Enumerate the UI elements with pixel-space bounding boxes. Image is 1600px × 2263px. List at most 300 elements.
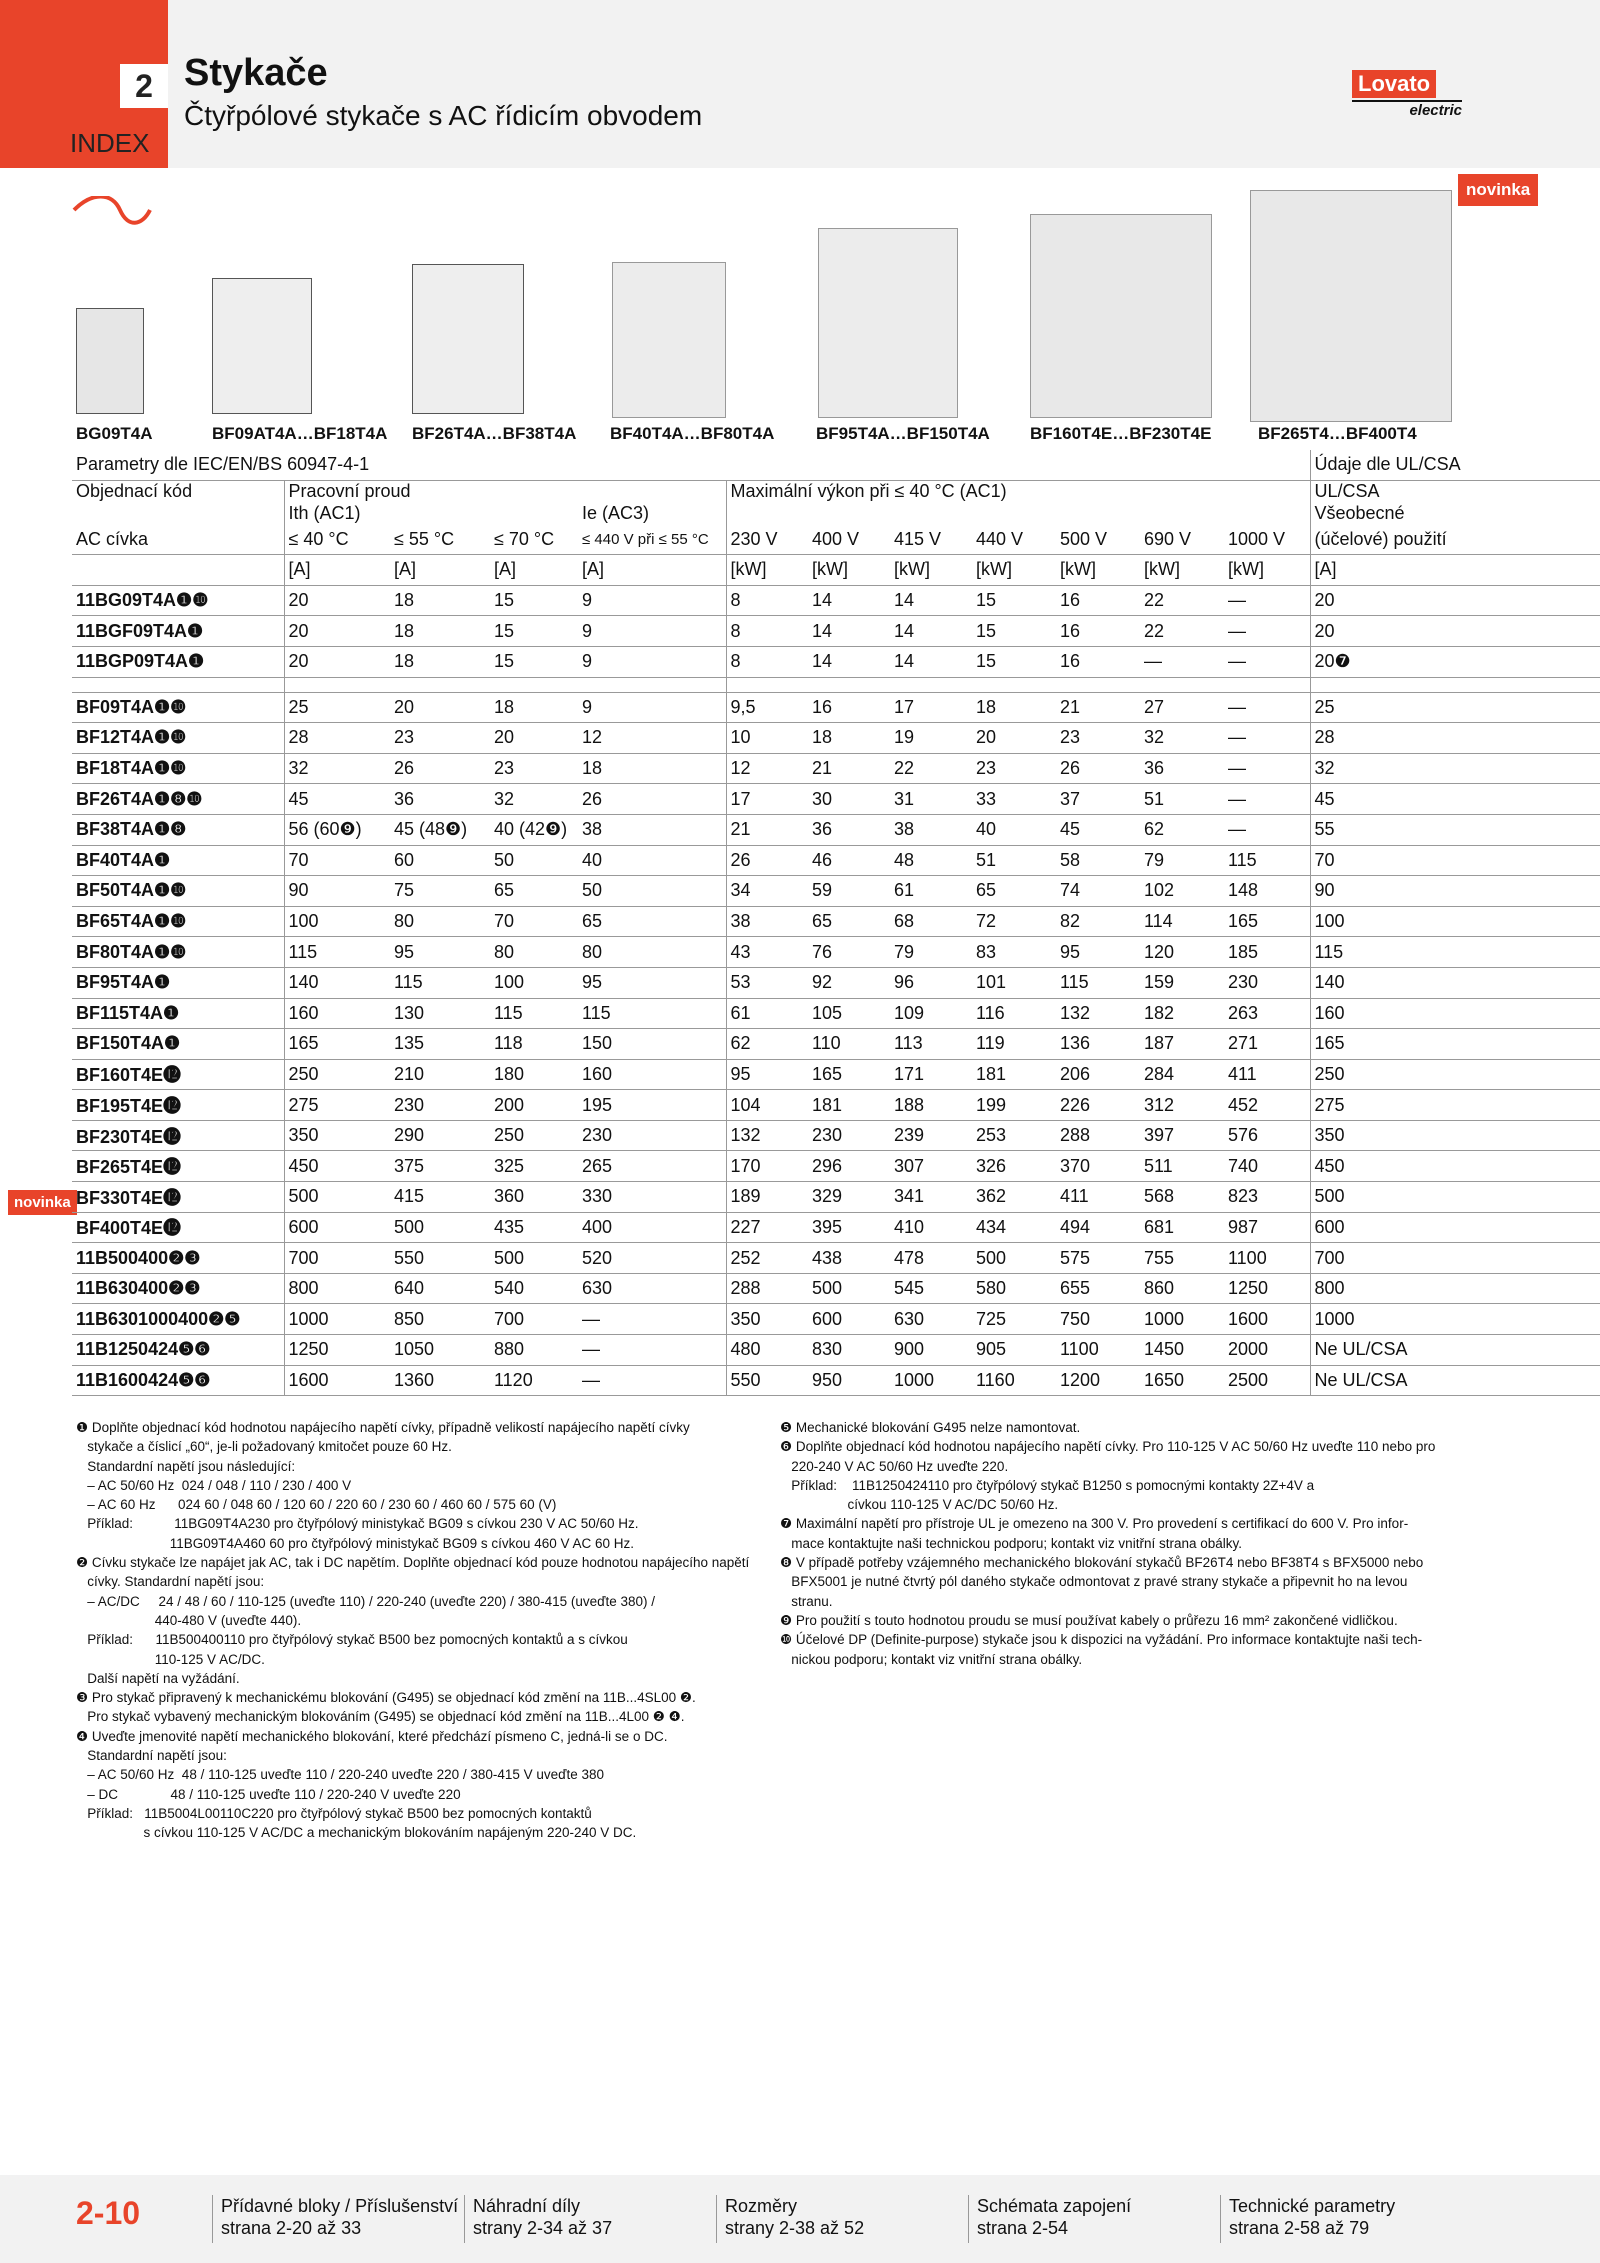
coil-header: AC cívka: [72, 525, 284, 555]
table-cell: 109: [890, 998, 972, 1029]
table-row: [72, 1120, 1600, 1151]
table-cell: 1450: [1140, 1335, 1224, 1366]
table-cell: 130: [390, 998, 490, 1029]
table-cell: 15: [972, 616, 1056, 647]
table-cell: 120: [1140, 937, 1224, 968]
order-code: 11B500400❷❸: [72, 1243, 284, 1274]
table-cell: 20: [284, 585, 390, 616]
table-cell: Ne UL/CSA: [1310, 1365, 1600, 1396]
current-header: Pracovní proud: [284, 480, 726, 503]
table-cell: 397: [1140, 1120, 1224, 1151]
order-code: BF18T4A❶❿: [72, 753, 284, 784]
nav-page[interactable]: strany 2-34 až 37: [473, 2218, 613, 2238]
table-cell: 171: [890, 1059, 972, 1090]
order-code: 11B630400❷❸: [72, 1273, 284, 1304]
table-cell: 500: [284, 1182, 390, 1213]
table-cell: 119: [972, 1029, 1056, 1060]
unit-cell: [kW]: [1140, 555, 1224, 586]
table-row: [72, 1365, 1600, 1396]
nav-spare-parts[interactable]: [464, 2195, 612, 2243]
table-cell: 76: [808, 937, 890, 968]
table-cell: 700: [1310, 1243, 1600, 1274]
table-cell: 17: [726, 784, 808, 815]
table-cell: 46: [808, 845, 890, 876]
table-cell: 326: [972, 1151, 1056, 1182]
ith-header: Ith (AC1): [284, 503, 578, 525]
table-cell: 180: [490, 1059, 578, 1090]
table-cell: 20: [490, 723, 578, 754]
order-code: BF40T4A❶: [72, 845, 284, 876]
order-code: BF150T4A❶: [72, 1029, 284, 1060]
order-code: BF115T4A❶: [72, 998, 284, 1029]
table-cell: —: [1224, 784, 1310, 815]
table-cell: 250: [490, 1120, 578, 1151]
table-cell: 32: [284, 753, 390, 784]
ie-header: Ie (AC3): [582, 503, 650, 524]
table-cell: 45: [284, 784, 390, 815]
table-cell: 40: [578, 845, 726, 876]
table-cell: 9,5: [726, 692, 808, 723]
order-code: BF400T4E⓬: [72, 1212, 284, 1243]
table-cell: 56 (60❾): [284, 814, 390, 845]
table-cell: 550: [726, 1365, 808, 1396]
table-cell: 38: [726, 906, 808, 937]
table-cell: 350: [284, 1120, 390, 1151]
nav-dimensions[interactable]: [716, 2195, 864, 2243]
table-cell: 500: [390, 1212, 490, 1243]
power-header: Maximální výkon při ≤ 40 °C (AC1): [726, 480, 1310, 503]
ul-header: Údaje dle UL/CSA: [1310, 450, 1600, 480]
table-row: [72, 876, 1600, 907]
table-cell: —: [1224, 753, 1310, 784]
nav-title[interactable]: Rozměry: [725, 2196, 798, 2216]
index-link[interactable]: INDEX: [70, 128, 150, 158]
ie-condition: ≤ 440 V při ≤ 55 °C: [578, 525, 726, 555]
order-code: 11B1600424❺❻: [72, 1365, 284, 1396]
table-cell: 23: [390, 723, 490, 754]
footnotes-left: ❶ Doplňte objednací kód hodnotou napájecího napětí cívky, případně velikostí napájecího napětí cívky stykače a číslicí „60“, je-li požadovaný kmitočet pouze 60 Hz. Standardní napětí jsou následující: – AC 50/60 Hz 024 / 048 / 110 / 230 / 400 V – AC 60 Hz 024 60 / 048 60 / 120 60 / 220 60 / 230 60 / 460 60 / 575 60 (V) Příklad: 11BG09T4A230 pro čtyřpólový ministykač BG09 s cívkou 230 V AC 50/60 Hz. 11BG09T4A460 60 pro čtyřpólový ministykač BG09 s cívkou 460 V AC 60 Hz. ❷ Cívku stykače lze napájet jak AC, tak i DC napětím. Doplňte objednací kód pouze hodnotou napájecího napětí cívky. Standardní napětí jsou: – AC/DC 24 / 48 / 60 / 110-125 (uveďte 110) / 220-240 (uveďte 220) / 380-415 (uveďte 380) / 440-480 V (uveďte 440). Příklad: 11B500400110 pro čtyřpólový stykač B500 bez pomocných kontaktů a s cívkou 110-125 V AC/DC. Další napětí na vyžádání. ❸ Pro stykač připravený k mechanickému blokování (G495) se objednací kód změní na 11B...4SL00 ❷. Pro stykač vybavený mechanickým blokováním (G495) se objednací kód změní na 11B...4L00 ❷ ❹. ❹ Uveďte jmenovité napětí mechanického blokování, které předchází písmeno C, jedná-li se o DC. Standardní napětí jsou: – AC 50/60 Hz 48 / 110-125 uveďte 110 / 220-240 uveďte 220 / 380-415 V uveďte 380 – DC 48 / 110-125 uveďte 110 / 220-240 V uveďte 220 Příklad: 11B5004L00110C220 pro čtyřpólový stykač B500 bez pomocných kontaktů s cívkou 110-125 V AC/DC a mechanickým blokováním napájeným 220-240 V DC.: [76, 1420, 750, 1841]
table-cell: 96: [890, 967, 972, 998]
table-cell: 15: [972, 585, 1056, 616]
table-cell: 400: [578, 1212, 726, 1243]
table-cell: 16: [1056, 616, 1140, 647]
table-cell: 1050: [390, 1335, 490, 1366]
table-cell: 165: [284, 1029, 390, 1060]
table-cell: 450: [284, 1151, 390, 1182]
table-cell: 140: [1310, 967, 1600, 998]
table-cell: 70: [1310, 845, 1600, 876]
table-cell: 230: [1224, 967, 1310, 998]
table-cell: 50: [578, 876, 726, 907]
table-cell: 860: [1140, 1273, 1224, 1304]
table-row: [72, 1212, 1600, 1243]
table-cell: —: [1224, 814, 1310, 845]
table-cell: 160: [578, 1059, 726, 1090]
table-cell: 511: [1140, 1151, 1224, 1182]
order-code: BF50T4A❶❿: [72, 876, 284, 907]
table-cell: 31: [890, 784, 972, 815]
nav-page[interactable]: strany 2-38 až 52: [725, 2218, 865, 2238]
table-cell: 288: [726, 1273, 808, 1304]
table-cell: 655: [1056, 1273, 1140, 1304]
table-cell: 82: [1056, 906, 1140, 937]
table-cell: —: [578, 1335, 726, 1366]
table-cell: —: [1224, 585, 1310, 616]
table-cell: 74: [1056, 876, 1140, 907]
table-cell: 165: [1310, 1029, 1600, 1060]
table-cell: 1000: [890, 1365, 972, 1396]
table-cell: 26: [726, 845, 808, 876]
table-cell: 750: [1056, 1304, 1140, 1335]
nav-accessories[interactable]: [212, 2195, 458, 2243]
table-cell: 95: [1056, 937, 1140, 968]
table-cell: 38: [890, 814, 972, 845]
order-code: 11B1250424❺❻: [72, 1335, 284, 1366]
table-cell: 253: [972, 1120, 1056, 1151]
table-cell: 18: [490, 692, 578, 723]
table-cell: 159: [1140, 967, 1224, 998]
new-row-badge: novinka: [8, 1190, 77, 1215]
lovato-logo: [1352, 70, 1462, 119]
table-cell: 725: [972, 1304, 1056, 1335]
table-cell: 600: [808, 1304, 890, 1335]
table-cell: 34: [726, 876, 808, 907]
table-cell: 20: [284, 616, 390, 647]
volt-header: 415 V: [890, 525, 972, 555]
table-cell: 329: [808, 1182, 890, 1213]
group-gap: [72, 677, 1600, 692]
table-cell: 40 (42❾): [490, 814, 578, 845]
table-cell: 275: [1310, 1090, 1600, 1121]
table-cell: 640: [390, 1273, 490, 1304]
table-cell: 92: [808, 967, 890, 998]
table-cell: 181: [808, 1090, 890, 1121]
order-code: BF160T4E⓬: [72, 1059, 284, 1090]
table-cell: 23: [972, 753, 1056, 784]
table-cell: 43: [726, 937, 808, 968]
volt-header: 500 V: [1056, 525, 1140, 555]
unit-cell: [kW]: [1056, 555, 1140, 586]
table-cell: 375: [390, 1151, 490, 1182]
table-cell: 79: [890, 937, 972, 968]
table-cell: 70: [284, 845, 390, 876]
unit-cell: [A]: [578, 555, 726, 586]
table-cell: 189: [726, 1182, 808, 1213]
new-badge: novinka: [1458, 174, 1538, 206]
order-header: Objednací kód: [76, 481, 193, 502]
table-cell: 132: [1056, 998, 1140, 1029]
order-code: BF195T4E⓬: [72, 1090, 284, 1121]
table-row: [72, 692, 1600, 723]
nav-page[interactable]: strana 2-20 až 33: [221, 2218, 362, 2238]
table-cell: —: [1224, 646, 1310, 677]
table-cell: 22: [1140, 616, 1224, 647]
table-cell: 33: [972, 784, 1056, 815]
nav-title[interactable]: Schémata zapojení: [977, 2196, 1132, 2216]
table-cell: 40: [972, 814, 1056, 845]
table-cell: 350: [726, 1304, 808, 1335]
table-cell: 80: [490, 937, 578, 968]
table-cell: 20: [1310, 585, 1600, 616]
table-cell: 452: [1224, 1090, 1310, 1121]
table-cell: 68: [890, 906, 972, 937]
unit-cell: [A]: [490, 555, 578, 586]
table-cell: 32: [490, 784, 578, 815]
table-cell: 70: [490, 906, 578, 937]
volt-header: 400 V: [808, 525, 890, 555]
contactor-table: [72, 450, 1600, 1396]
product-image-bf160: [1030, 214, 1212, 418]
table-cell: 8: [726, 646, 808, 677]
product-image-bf265: [1250, 190, 1452, 422]
table-cell: 160: [1310, 998, 1600, 1029]
table-cell: 740: [1224, 1151, 1310, 1182]
table-cell: 18: [390, 585, 490, 616]
table-cell: 630: [578, 1273, 726, 1304]
table-cell: 230: [390, 1090, 490, 1121]
table-row: [72, 753, 1600, 784]
table-cell: —: [1224, 723, 1310, 754]
table-cell: 90: [1310, 876, 1600, 907]
table-row: [72, 784, 1600, 815]
table-cell: 8: [726, 585, 808, 616]
table-cell: 520: [578, 1243, 726, 1274]
table-cell: 500: [490, 1243, 578, 1274]
table-cell: 115: [1056, 967, 1140, 998]
table-cell: 199: [972, 1090, 1056, 1121]
table-cell: 12: [726, 753, 808, 784]
table-cell: 755: [1140, 1243, 1224, 1274]
order-code: BF330T4E⓬: [72, 1182, 284, 1213]
volt-header: 1000 V: [1224, 525, 1310, 555]
table-cell: 51: [1140, 784, 1224, 815]
table-cell: 101: [972, 967, 1056, 998]
unit-cell: [kW]: [726, 555, 808, 586]
table-cell: 20: [390, 692, 490, 723]
table-row: [72, 845, 1600, 876]
table-cell: 1250: [284, 1335, 390, 1366]
table-cell: 165: [1224, 906, 1310, 937]
table-cell: 15: [972, 646, 1056, 677]
table-cell: 700: [284, 1243, 390, 1274]
table-cell: 115: [284, 937, 390, 968]
table-cell: 105: [808, 998, 890, 1029]
table-cell: 1100: [1056, 1335, 1140, 1366]
unit-cell: [kW]: [1224, 555, 1310, 586]
table-cell: 545: [890, 1273, 972, 1304]
table-cell: 1100: [1224, 1243, 1310, 1274]
table-cell: 30: [808, 784, 890, 815]
unit-cell: [kW]: [972, 555, 1056, 586]
table-cell: 900: [890, 1335, 972, 1366]
temp-header: ≤ 40 °C: [284, 525, 390, 555]
table-cell: 28: [1310, 723, 1600, 754]
table-cell: —: [1140, 646, 1224, 677]
table-cell: 118: [490, 1029, 578, 1060]
table-cell: 411: [1056, 1182, 1140, 1213]
table-cell: 9: [578, 646, 726, 677]
general-header-1: Všeobecné: [1310, 503, 1600, 525]
product-label: BF26T4A…BF38T4A: [412, 424, 577, 443]
table-cell: 250: [1310, 1059, 1600, 1090]
table-cell: 110: [808, 1029, 890, 1060]
table-cell: 1200: [1056, 1365, 1140, 1396]
table-row: [72, 1304, 1600, 1335]
order-code: BF38T4A❶❽: [72, 814, 284, 845]
order-code: BF12T4A❶❿: [72, 723, 284, 754]
table-cell: 1650: [1140, 1365, 1224, 1396]
product-label: BF95T4A…BF150T4A: [816, 424, 990, 443]
table-cell: 27: [1140, 692, 1224, 723]
order-code: BF26T4A❶❽❿: [72, 784, 284, 815]
nav-page[interactable]: strana 2-54: [977, 2218, 1069, 2238]
table-cell: 83: [972, 937, 1056, 968]
nav-technical[interactable]: [1220, 2195, 1395, 2243]
table-cell: 115: [1224, 845, 1310, 876]
table-cell: 330: [578, 1182, 726, 1213]
table-cell: 987: [1224, 1212, 1310, 1243]
order-code: 11B6301000400❷❺: [72, 1304, 284, 1335]
table-cell: 434: [972, 1212, 1056, 1243]
table-cell: 230: [578, 1120, 726, 1151]
table-cell: 350: [1310, 1120, 1600, 1151]
table-cell: 140: [284, 967, 390, 998]
table-cell: 17: [890, 692, 972, 723]
table-row: [72, 1029, 1600, 1060]
table-cell: 9: [578, 616, 726, 647]
table-cell: 227: [726, 1212, 808, 1243]
table-cell: 104: [726, 1090, 808, 1121]
product-image-bf95: [818, 228, 958, 418]
table-cell: Ne UL/CSA: [1310, 1335, 1600, 1366]
table-row: [72, 616, 1600, 647]
table-cell: 438: [808, 1243, 890, 1274]
table-cell: 9: [578, 692, 726, 723]
nav-wiring[interactable]: [968, 2195, 1131, 2243]
general-header-2: (účelové) použití: [1310, 525, 1600, 555]
table-cell: 37: [1056, 784, 1140, 815]
table-cell: 62: [1140, 814, 1224, 845]
table-cell: 1000: [284, 1304, 390, 1335]
table-cell: 45: [1310, 784, 1600, 815]
table-cell: 61: [890, 876, 972, 907]
table-cell: 1160: [972, 1365, 1056, 1396]
table-cell: 450: [1310, 1151, 1600, 1182]
table-cell: 132: [726, 1120, 808, 1151]
table-cell: 45 (48❾): [390, 814, 490, 845]
table-cell: 360: [490, 1182, 578, 1213]
table-cell: 80: [578, 937, 726, 968]
volt-header: 230 V: [726, 525, 808, 555]
table-cell: 100: [284, 906, 390, 937]
table-row: [72, 1335, 1600, 1366]
table-cell: 1600: [1224, 1304, 1310, 1335]
wave-icon: [72, 196, 152, 226]
table-cell: 22: [1140, 585, 1224, 616]
table-cell: 18: [578, 753, 726, 784]
table-cell: 239: [890, 1120, 972, 1151]
temp-header: ≤ 55 °C: [390, 525, 490, 555]
logo-sub: electric: [1352, 100, 1462, 119]
table-cell: 576: [1224, 1120, 1310, 1151]
table-cell: 905: [972, 1335, 1056, 1366]
table-cell: 568: [1140, 1182, 1224, 1213]
table-cell: 880: [490, 1335, 578, 1366]
order-code: BF80T4A❶❿: [72, 937, 284, 968]
table-cell: 415: [390, 1182, 490, 1213]
table-cell: 80: [390, 906, 490, 937]
volt-header: 440 V: [972, 525, 1056, 555]
table-cell: 20❼: [1310, 646, 1600, 677]
table-cell: 288: [1056, 1120, 1140, 1151]
table-cell: 8: [726, 616, 808, 647]
nav-page[interactable]: strana 2-58 až 79: [1229, 2218, 1370, 2238]
table-cell: 16: [1056, 585, 1140, 616]
table-row: [72, 1243, 1600, 1274]
order-code: 11BGP09T4A❶: [72, 646, 284, 677]
table-cell: 14: [808, 616, 890, 647]
table-cell: 185: [1224, 937, 1310, 968]
table-cell: 25: [284, 692, 390, 723]
footnotes-right: ❺ Mechanické blokování G495 nelze namontovat. ❻ Doplňte objednací kód hodnotou napájecího napětí cívky. Pro 110-125 V AC 50/60 Hz uveďte 110 nebo pro 220-240 V AC 50/60 Hz uveďte 220. Příklad: 11B1250424110 pro čtyřpólový stykač B1250 s pomocnými kontakty 2Z+4V a cívkou 110-125 V AC/DC 50/60 Hz. ❼ Maximální napětí pro přístroje UL je omezeno na 300 V. Pro provedení s certifikací do 600 V. Pro infor- mace kontaktujte naši technickou podporu; kontakt viz vnitřní strana obálky. ❽ V případě potřeby vzájemného mechanického blokování stykačů BF26T4 nebo BF38T4 s BFX5000 nebo BFX5001 je nutné čtvrtý pól daného stykače odmontovat z pravé strany stykače a připevnit ho na levou stranu. ❾ Pro použití s touto hodnotou proudu se musí používat kabely o průřezu 16 mm² zakončené vidličkou. ❿ Účelové DP (Definite-purpose) stykače jsou k dispozici na vyžádání. Pro informace kontaktujte naši tech- nickou podporu; kontakt viz vnitřní strana obálky.: [780, 1420, 1436, 1667]
table-row: [72, 723, 1600, 754]
table-cell: 230: [808, 1120, 890, 1151]
table-cell: 181: [972, 1059, 1056, 1090]
table-cell: 580: [972, 1273, 1056, 1304]
nav-title[interactable]: Přídavné bloky / Příslušenství: [221, 2196, 459, 2216]
table-cell: 341: [890, 1182, 972, 1213]
table-row: [72, 1151, 1600, 1182]
table-cell: 1000: [1140, 1304, 1224, 1335]
nav-title[interactable]: Náhradní díly: [473, 2196, 581, 2216]
table-cell: 1120: [490, 1365, 578, 1396]
table-cell: 26: [390, 753, 490, 784]
table-cell: 2500: [1224, 1365, 1310, 1396]
table-cell: 36: [390, 784, 490, 815]
table-cell: 58: [1056, 845, 1140, 876]
table-cell: 10: [726, 723, 808, 754]
page-number: 2-10: [76, 2195, 141, 2231]
order-code: BF65T4A❶❿: [72, 906, 284, 937]
table-cell: 800: [284, 1273, 390, 1304]
table-cell: 187: [1140, 1029, 1224, 1060]
table-cell: —: [1224, 692, 1310, 723]
table-cell: 32: [1310, 753, 1600, 784]
table-cell: 600: [284, 1212, 390, 1243]
table-cell: 9: [578, 585, 726, 616]
nav-title[interactable]: Technické parametry: [1229, 2196, 1396, 2216]
table-cell: 182: [1140, 998, 1224, 1029]
section-number: 2: [120, 64, 168, 108]
table-row: [72, 906, 1600, 937]
page-title: Stykače: [184, 52, 328, 94]
table-row: [72, 937, 1600, 968]
table-cell: 15: [490, 585, 578, 616]
table-cell: 265: [578, 1151, 726, 1182]
table-cell: —: [578, 1304, 726, 1335]
table-cell: 18: [972, 692, 1056, 723]
table-cell: 700: [490, 1304, 578, 1335]
table-row: [72, 1059, 1600, 1090]
product-label: BF160T4E…BF230T4E: [1030, 424, 1212, 443]
table-cell: 51: [972, 845, 1056, 876]
table-row: [72, 814, 1600, 845]
table-cell: 1250: [1224, 1273, 1310, 1304]
table-cell: 21: [808, 753, 890, 784]
ulcsa-header: UL/CSA: [1310, 480, 1600, 503]
table-cell: 36: [1140, 753, 1224, 784]
table-cell: 20: [284, 646, 390, 677]
